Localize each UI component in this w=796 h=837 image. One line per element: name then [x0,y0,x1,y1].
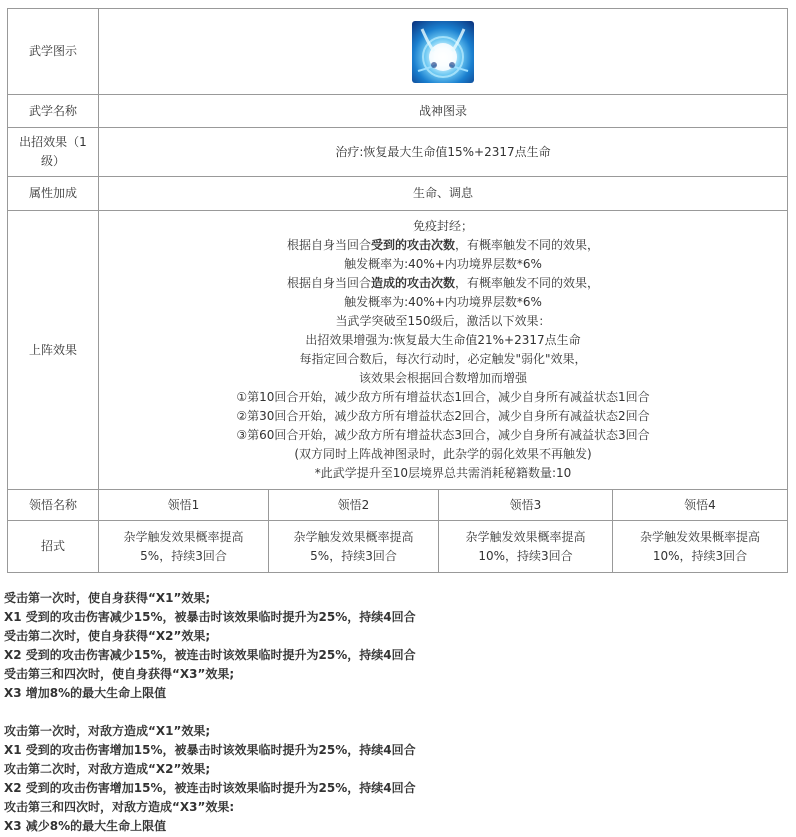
effect-notes [4,589,784,836]
effect-value: 治疗:恢复最大生命值15%+2317点生命 [99,128,788,177]
note-line: 受击第一次时，使自身获得“X1”效果; [4,591,211,605]
deploy-line: 每指定回合数后，每次行动时，必定触发"弱化"效果， [299,352,587,366]
row-attr [8,177,788,211]
row-icon [8,9,788,95]
deploy-line: (双方同时上阵战神图录时，此杂学的弱化效果不再触发) [294,447,592,461]
note-line: 攻击第二次时，对敌方造成“X2”效果; [4,762,211,776]
deploy-label: 上阵效果 [8,211,99,490]
insight-label: 领悟名称 [8,490,99,521]
row-name [8,95,788,128]
note-line: 攻击第一次时，对敌方造成“X1”效果; [4,724,211,738]
note-line: 受击第二次时，使自身获得“X2”效果; [4,629,211,643]
skill-info-table [7,8,788,573]
move-cell: 杂学触发效果概率提高 10%，持续3回合 [439,521,613,573]
row-effect [8,128,788,177]
deploy-line: 触发概率为:40%+内功境界层数*6% [344,257,542,271]
attr-value: 生命、调息 [99,177,788,211]
note-line: X1 受到的攻击伤害增加15%，被暴击时该效果临时提升为25%，持续4回合 [4,743,416,757]
insight-name: 领悟3 [439,490,613,521]
icon-label: 武学图示 [8,9,99,95]
row-moves [8,521,788,573]
attr-label: 属性加成 [8,177,99,211]
deploy-line: *此武学提升至10层境界总共需消耗秘籍数量:10 [314,466,572,480]
effect-label: 出招效果（1级） [8,128,99,177]
deploy-line: ②第30回合开始，减少敌方所有增益状态2回合，减少自身所有减益状态2回合 [236,409,650,423]
deploy-line: 出招效果增强为:恢复最大生命值21%+2317点生命 [305,333,581,347]
note-line: X3 减少8%的最大生命上限值 [4,819,167,833]
note-line: 受击第三和四次时，使自身获得“X3”效果; [4,667,235,681]
deploy-line: 触发概率为:40%+内功境界层数*6% [344,295,542,309]
deploy-line: ③第60回合开始，减少敌方所有增益状态3回合，减少自身所有减益状态3回合 [236,428,650,442]
deploy-line: ①第10回合开始，减少敌方所有增益状态1回合，减少自身所有减益状态1回合 [236,390,650,404]
deploy-line: 根据自身当回合受到的攻击次数，有概率触发不同的效果， [286,238,600,252]
deploy-line: 该效果会根据回合数增加而增强 [358,371,527,385]
move-cell: 杂学触发效果概率提高 5%，持续3回合 [99,521,269,573]
name-value: 战神图录 [99,95,788,128]
note-line: X3 增加8%的最大生命上限值 [4,686,167,700]
note-line: X2 受到的攻击伤害减少15%，被连击时该效果临时提升为25%，持续4回合 [4,648,416,662]
row-insight [8,490,788,521]
move-cell: 杂学触发效果概率提高 10%，持续3回合 [613,521,788,573]
note-line: 攻击第三和四次时，对敌方造成“X3”效果: [4,800,235,814]
martial-skill-orb-icon [412,21,474,83]
note-line: X2 受到的攻击伤害增加15%，被连击时该效果临时提升为25%，持续4回合 [4,781,416,795]
deploy-line: 根据自身当回合造成的攻击次数，有概率触发不同的效果， [286,276,600,290]
insight-name: 领悟2 [269,490,439,521]
deploy-line: 免疫封经； [412,219,473,233]
note-line: X1 受到的攻击伤害减少15%，被暴击时该效果临时提升为25%，持续4回合 [4,610,416,624]
move-cell: 杂学触发效果概率提高 5%，持续3回合 [269,521,439,573]
insight-name: 领悟1 [99,490,269,521]
icon-cell [99,9,788,95]
note-gap [4,703,784,722]
move-label: 招式 [8,521,99,573]
name-label: 武学名称 [8,95,99,128]
row-deploy [8,211,788,490]
insight-name: 领悟4 [613,490,788,521]
deploy-effects [99,211,788,490]
deploy-line: 当武学突破至150级后，激活以下效果： [335,314,551,328]
